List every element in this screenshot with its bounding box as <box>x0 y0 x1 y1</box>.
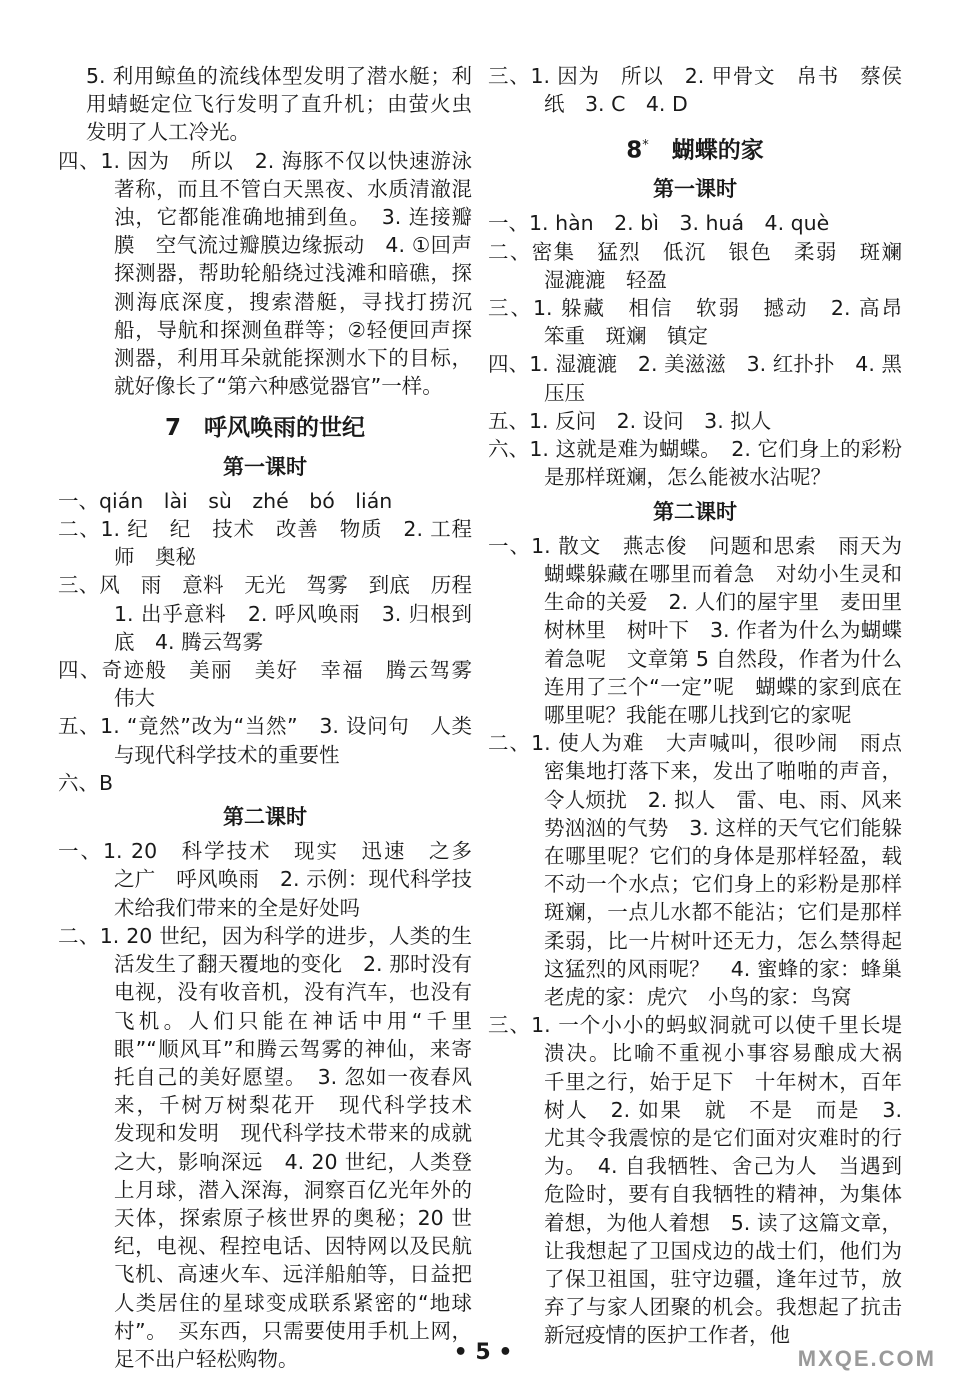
answer-item: 六、1. 这就是难为蝴蝶。 2. 它们身上的彩粉是那样斑斓，怎么能被水沾呢？ <box>488 437 902 490</box>
period-title: 第二课时 <box>653 499 737 524</box>
answer-item: 二、1. 20 世纪，因为科学的进步，人类的生活发生了翻天覆地的变化 2. 那时没有电视，没有收音机，没有汽车，也没有飞机。人们只能在神话中用“千里眼”“顺风耳”和腾云驾雾的神仙，来寄托自己的美好愿望。 3. 忽如一夜春风来，千树万树梨花开 现代科学技术 发现和发明 现代科学技术带来的成就之大，影响深远 4. 20 世纪，人类登上月球，潜入深海，洞察百亿光年外的天体，探索原子核世界的奥秘；20 世纪，电视、程控电话、因特网以及民航飞机、高速火车、远洋船舶等，日益把人类居住的星球变成联系紧密的“地球村”。 买东西，只需要使用手机上网，足不出户轻松购物。 <box>58 923 493 1371</box>
answer-item: 三、风 雨 意料 无光 驾雾 到底 历程 1. 出乎意料 2. 呼风唤雨 3. 归根到底 4. 腾云驾雾 <box>58 573 493 654</box>
answer-item: 一、qián lài sù zhé bó lián <box>58 488 393 513</box>
answer-item: 一、1. hàn 2. bì 3. huá 4. què <box>488 211 830 236</box>
answer-item: 一、1. 20 科学技术 现实 迅速 之多 之广 呼风唤雨 2. 示例：现代科学技术给我们带来的全是好处吗 <box>58 839 493 920</box>
answer-item: 5. 利用鲸鱼的流线体型发明了潜水艇；利用蜻蜓定位飞行发明了直升机；由萤火虫发明了人工冷光。 <box>86 64 472 145</box>
answer-item: 四、奇迹般 美丽 美好 幸福 腾云驾雾 伟大 <box>58 658 493 711</box>
lesson-title: 7 呼风唤雨的世纪 <box>164 415 365 442</box>
left-column <box>58 62 493 1373</box>
answer-item: 三、1. 躲藏 相信 软弱 撼动 2. 高昂 笨重 斑斓 镇定 <box>488 296 923 349</box>
answer-item: 二、1. 纪 纪 技术 改善 物质 2. 工程师 奥秘 <box>58 517 472 570</box>
answer-item: 二、密集 猛烈 低沉 银色 柔弱 斑斓 湿漉漉 轻盈 <box>488 239 923 292</box>
watermark-logo: MXQE.COM <box>797 1346 936 1371</box>
answer-item: 五、1. “竟然”改为“当然” 3. 设问句 人类与现代科学技术的重要性 <box>58 714 472 767</box>
answer-item: 一、1. 散文 燕志俊 问题和思索 雨天为蝴蝶躲藏在哪里而着急 对幼小生灵和生命的关爱 2. 人们的屋宇里 麦田里 树林里 树叶下 3. 作者为什么为蝴蝶着急呢 文章第 5 自然段，作者为什么连用了三个“一定”呢 蝴蝶的家到底在哪里呢？我能在哪儿找到它的家呢 <box>488 533 923 727</box>
answer-item: 五、1. 反问 2. 设问 3. 拟人 <box>488 408 772 433</box>
right-column <box>488 62 923 1350</box>
answer-item: 四、1. 因为 所以 2. 海豚不仅以快速游泳著称，而且不管白天黑夜、水质清澈混浊，它都能准确地捕到鱼。 3. 连接瓣膜 空气流过瓣膜边缘振动 4. ①回声探测器，帮助轮船绕过浅滩和暗礁，探测海底深度，搜索潜艇，寻找打捞沉船，导航和探测鱼群等；②轻便回声探测器，利用耳朵就能探测水下的目标，就好像长了“第六种感觉器官”一样。 <box>58 148 472 399</box>
answer-item: 三、1. 因为 所以 2. 甲骨文 帛书 蔡侯纸 3. C 4. D <box>488 64 902 117</box>
period-title: 第二课时 <box>223 805 307 830</box>
answer-item: 二、1. 使人为难 大声喊叫，很吵闹 雨点密集地打落下来，发出了啪啪的声音，令人烦扰 2. 拟人 雷、电、雨、风来势汹汹的气势 3. 这样的天气它们能躲在哪里呢？它们的身体是那样轻盈，载不动一个水点；它们身上的彩粉是那样斑斓，一点儿水都不能沾；它们是那样柔弱，比一片树叶还无力，怎么禁得起这猛烈的风雨呢？ 4. 蜜蜂的家：蜂巢 老虎的家：虎穴 小鸟的家：鸟窝 <box>488 731 923 1009</box>
lesson-number: 8 <box>626 138 643 165</box>
lesson-star: * <box>642 138 649 154</box>
answer-item: 三、1. 一个小小的蚂蚁洞就可以使千里长堤溃决。比喻不重视小事容易酿成大祸 千里之行，始于足下 十年树木，百年树人 2. 如果 就 不是 而是 3. 尤其令我震惊的是它们面对灾难时的行为。 4. 自我牺牲、舍己为人 当遇到危险时，要有自我牺牲的精神，为集体着想，为他人着想 5. 读了这篇文章，让我想起了卫国戍边的战士们，他们为了保卫祖国，驻守边疆，逢年过节，放弃了与家人团聚的机会。我想起了抗击新冠疫情的医护工作者，他 <box>488 1013 923 1348</box>
period-title: 第一课时 <box>223 454 307 479</box>
lesson-name: 蝴蝶的家 <box>671 138 764 165</box>
lesson-title <box>488 132 902 165</box>
answer-item: 六、B <box>58 770 114 795</box>
page-number: • 5 • <box>453 1340 513 1365</box>
period-title: 第一课时 <box>653 177 737 202</box>
answer-item: 四、1. 湿漉漉 2. 美滋滋 3. 红扑扑 4. 黑压压 <box>488 352 902 405</box>
